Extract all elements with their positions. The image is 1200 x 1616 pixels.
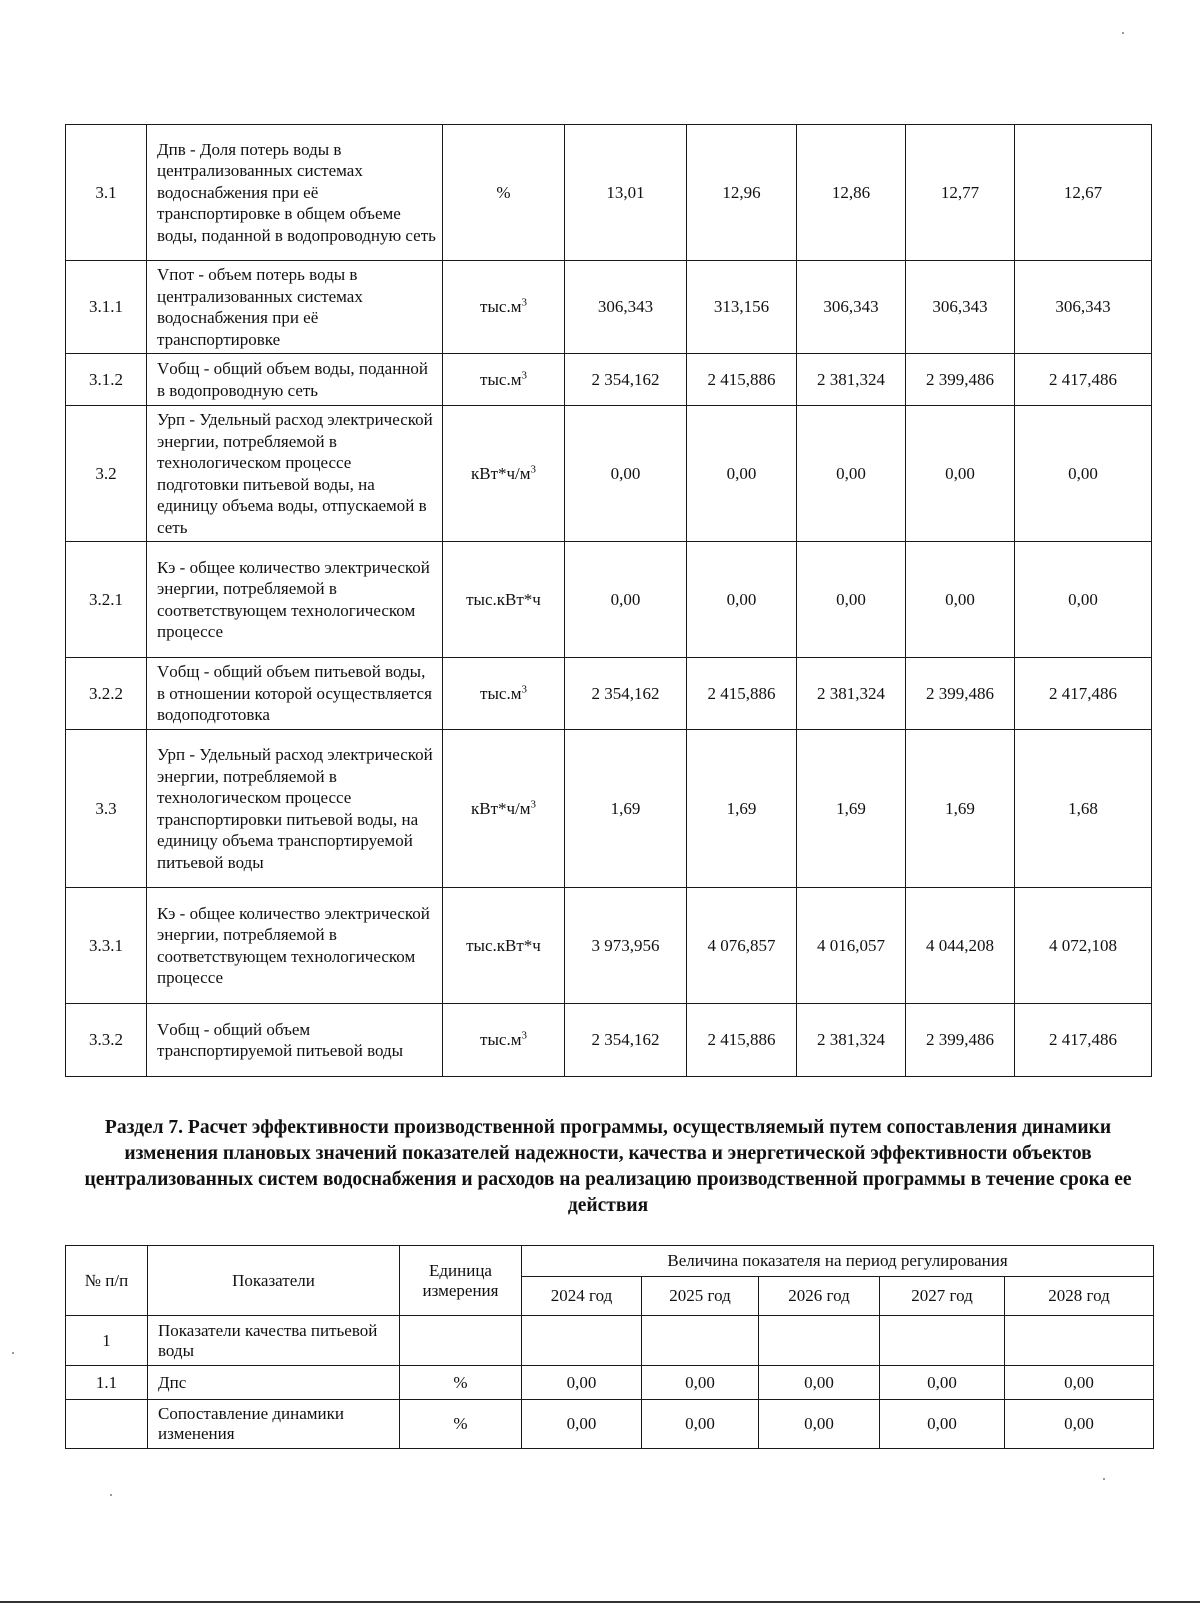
- table-row: [66, 354, 1152, 406]
- value-cell: 0,00: [759, 1400, 880, 1449]
- scan-speck: [1103, 1478, 1105, 1480]
- value-cell: 306,343: [1015, 261, 1152, 354]
- value-cell: 0,00: [906, 406, 1015, 542]
- value-cell: 0,00: [797, 542, 906, 658]
- value-cell: 2 415,886: [687, 354, 797, 406]
- value-cell: 2 417,486: [1015, 354, 1152, 406]
- value-cell: 1,69: [906, 730, 1015, 888]
- value-cell: 12,67: [1015, 125, 1152, 261]
- value-cell: 0,00: [687, 542, 797, 658]
- value-cell: 2 399,486: [906, 1004, 1015, 1077]
- table-row: [66, 730, 1152, 888]
- value-cell: 4 016,057: [797, 888, 906, 1004]
- header-year: 2025 год: [642, 1277, 759, 1316]
- value-cell: 0,00: [759, 1366, 880, 1400]
- value-cell: 1,69: [565, 730, 687, 888]
- indicator-name: Кэ - общее количество электрической энергии, потребляемой в соответствующем технологическом процессе: [147, 542, 443, 658]
- value-cell: 2 381,324: [797, 658, 906, 730]
- row-number: 3.3: [66, 730, 147, 888]
- unit: $кВт*ч/м^3$: [443, 730, 565, 888]
- unit: тыс.кВт*ч: [443, 542, 565, 658]
- row-number: 3.1.2: [66, 354, 147, 406]
- section-title: Раздел 7. Расчет эффективности производственной программы, осуществляемый путем сопоставления динамики изменения плановых значений показателей надежности, качества и энергетической эффективности объектов централизованных систем водоснабжения и расходов на реализацию производственной программы в течение срока ее действия: [84, 1117, 1132, 1216]
- row-number: 1: [66, 1316, 148, 1366]
- row-number: 3.3.2: [66, 1004, 147, 1077]
- indicator-name: Дпс: [148, 1366, 400, 1400]
- row-number: 1.1: [66, 1366, 148, 1400]
- indicator-name: Vпот - объем потерь воды в централизованных системах водоснабжения при её транспортировке: [147, 261, 443, 354]
- unit: $тыс.м^3$: [443, 261, 565, 354]
- value-cell: 306,343: [906, 261, 1015, 354]
- indicator-name: Урп - Удельный расход электрической энергии, потребляемой в технологическом процессе транспортировки питьевой воды, на единицу объема транспортируемой питьевой воды: [147, 730, 443, 888]
- value-cell: [1005, 1316, 1154, 1366]
- value-cell: 0,00: [797, 406, 906, 542]
- table-row: [66, 888, 1152, 1004]
- value-cell: 1,68: [1015, 730, 1152, 888]
- value-cell: 0,00: [522, 1400, 642, 1449]
- indicator-name: Кэ - общее количество электрической энергии, потребляемой в соответствующем технологическом процессе: [147, 888, 443, 1004]
- row-number: [66, 1400, 148, 1449]
- table-row: [66, 1400, 1154, 1449]
- value-cell: 3 973,956: [565, 888, 687, 1004]
- value-cell: 4 072,108: [1015, 888, 1152, 1004]
- scan-speck: [1122, 32, 1124, 34]
- efficiency-table: [65, 1245, 1154, 1449]
- header-year: 2028 год: [1005, 1277, 1154, 1316]
- indicator-name: Показатели качества питьевой воды: [148, 1316, 400, 1366]
- value-cell: [642, 1316, 759, 1366]
- value-cell: 0,00: [880, 1400, 1005, 1449]
- row-number: 3.1: [66, 125, 147, 261]
- header-year: 2027 год: [880, 1277, 1005, 1316]
- header-unit: Единица измерения: [400, 1246, 522, 1316]
- value-cell: 2 381,324: [797, 354, 906, 406]
- unit: %: [400, 1400, 522, 1449]
- value-cell: 0,00: [565, 406, 687, 542]
- row-number: 3.3.1: [66, 888, 147, 1004]
- value-cell: 2 415,886: [687, 1004, 797, 1077]
- table-row: [66, 1366, 1154, 1400]
- value-cell: 1,69: [687, 730, 797, 888]
- row-number: 3.2.2: [66, 658, 147, 730]
- indicator-name: Vобщ - общий объем воды, поданной в водопроводную сеть: [147, 354, 443, 406]
- value-cell: 4 044,208: [906, 888, 1015, 1004]
- unit: $тыс.м^3$: [443, 354, 565, 406]
- header-num: № п/п: [66, 1246, 148, 1316]
- unit: $тыс.м^3$: [443, 1004, 565, 1077]
- table-row: [66, 658, 1152, 730]
- value-cell: 12,96: [687, 125, 797, 261]
- header-year: 2024 год: [522, 1277, 642, 1316]
- scan-speck: [12, 1352, 14, 1354]
- value-cell: [522, 1316, 642, 1366]
- value-cell: 0,00: [522, 1366, 642, 1400]
- value-cell: 2 381,324: [797, 1004, 906, 1077]
- value-cell: 4 076,857: [687, 888, 797, 1004]
- unit: %: [443, 125, 565, 261]
- page-edge-line: [0, 1601, 1200, 1603]
- value-cell: 2 399,486: [906, 354, 1015, 406]
- unit: [400, 1316, 522, 1366]
- row-number: 3.2.1: [66, 542, 147, 658]
- table-row: [66, 542, 1152, 658]
- value-cell: 13,01: [565, 125, 687, 261]
- indicator-name: Vобщ - общий объем транспортируемой питьевой воды: [147, 1004, 443, 1077]
- table-row: [66, 125, 1152, 261]
- table-row: [66, 261, 1152, 354]
- indicator-name: Vобщ - общий объем питьевой воды, в отношении которой осуществляется водоподготовка: [147, 658, 443, 730]
- indicators-table: [65, 124, 1152, 1077]
- value-cell: 0,00: [906, 542, 1015, 658]
- header-indicator: Показатели: [148, 1246, 400, 1316]
- unit: %: [400, 1366, 522, 1400]
- scan-speck: [110, 1494, 112, 1496]
- table-row: [66, 1004, 1152, 1077]
- value-cell: 12,86: [797, 125, 906, 261]
- indicator-name: Сопоставление динамики изменения: [148, 1400, 400, 1449]
- value-cell: [759, 1316, 880, 1366]
- row-number: 3.2: [66, 406, 147, 542]
- table-row: [66, 406, 1152, 542]
- value-cell: 0,00: [687, 406, 797, 542]
- value-cell: 0,00: [642, 1400, 759, 1449]
- unit: тыс.кВт*ч: [443, 888, 565, 1004]
- value-cell: 0,00: [642, 1366, 759, 1400]
- value-cell: 2 417,486: [1015, 1004, 1152, 1077]
- value-cell: 0,00: [1015, 542, 1152, 658]
- header-year: 2026 год: [759, 1277, 880, 1316]
- value-cell: 2 415,886: [687, 658, 797, 730]
- value-cell: 0,00: [1005, 1366, 1154, 1400]
- value-cell: 2 354,162: [565, 658, 687, 730]
- value-cell: 2 354,162: [565, 1004, 687, 1077]
- unit: $кВт*ч/м^3$: [443, 406, 565, 542]
- table-row: [66, 1316, 1154, 1366]
- value-cell: [880, 1316, 1005, 1366]
- indicator-name: Дпв - Доля потерь воды в централизованных системах водоснабжения при её транспортировке в общем объеме воды, поданной в водопроводную сеть: [147, 125, 443, 261]
- value-cell: 12,77: [906, 125, 1015, 261]
- value-cell: 306,343: [797, 261, 906, 354]
- value-cell: 2 354,162: [565, 354, 687, 406]
- value-cell: 306,343: [565, 261, 687, 354]
- unit: $тыс.м^3$: [443, 658, 565, 730]
- value-cell: 313,156: [687, 261, 797, 354]
- value-cell: 2 417,486: [1015, 658, 1152, 730]
- value-cell: 0,00: [1005, 1400, 1154, 1449]
- value-cell: 2 399,486: [906, 658, 1015, 730]
- header-period: Величина показателя на период регулирования: [522, 1246, 1154, 1277]
- row-number: 3.1.1: [66, 261, 147, 354]
- value-cell: 0,00: [880, 1366, 1005, 1400]
- value-cell: 0,00: [1015, 406, 1152, 542]
- value-cell: 0,00: [565, 542, 687, 658]
- value-cell: 1,69: [797, 730, 906, 888]
- indicator-name: Урп - Удельный расход электрической энергии, потребляемой в технологическом процессе подготовки питьевой воды, на единицу объема воды, отпускаемой в сеть: [147, 406, 443, 542]
